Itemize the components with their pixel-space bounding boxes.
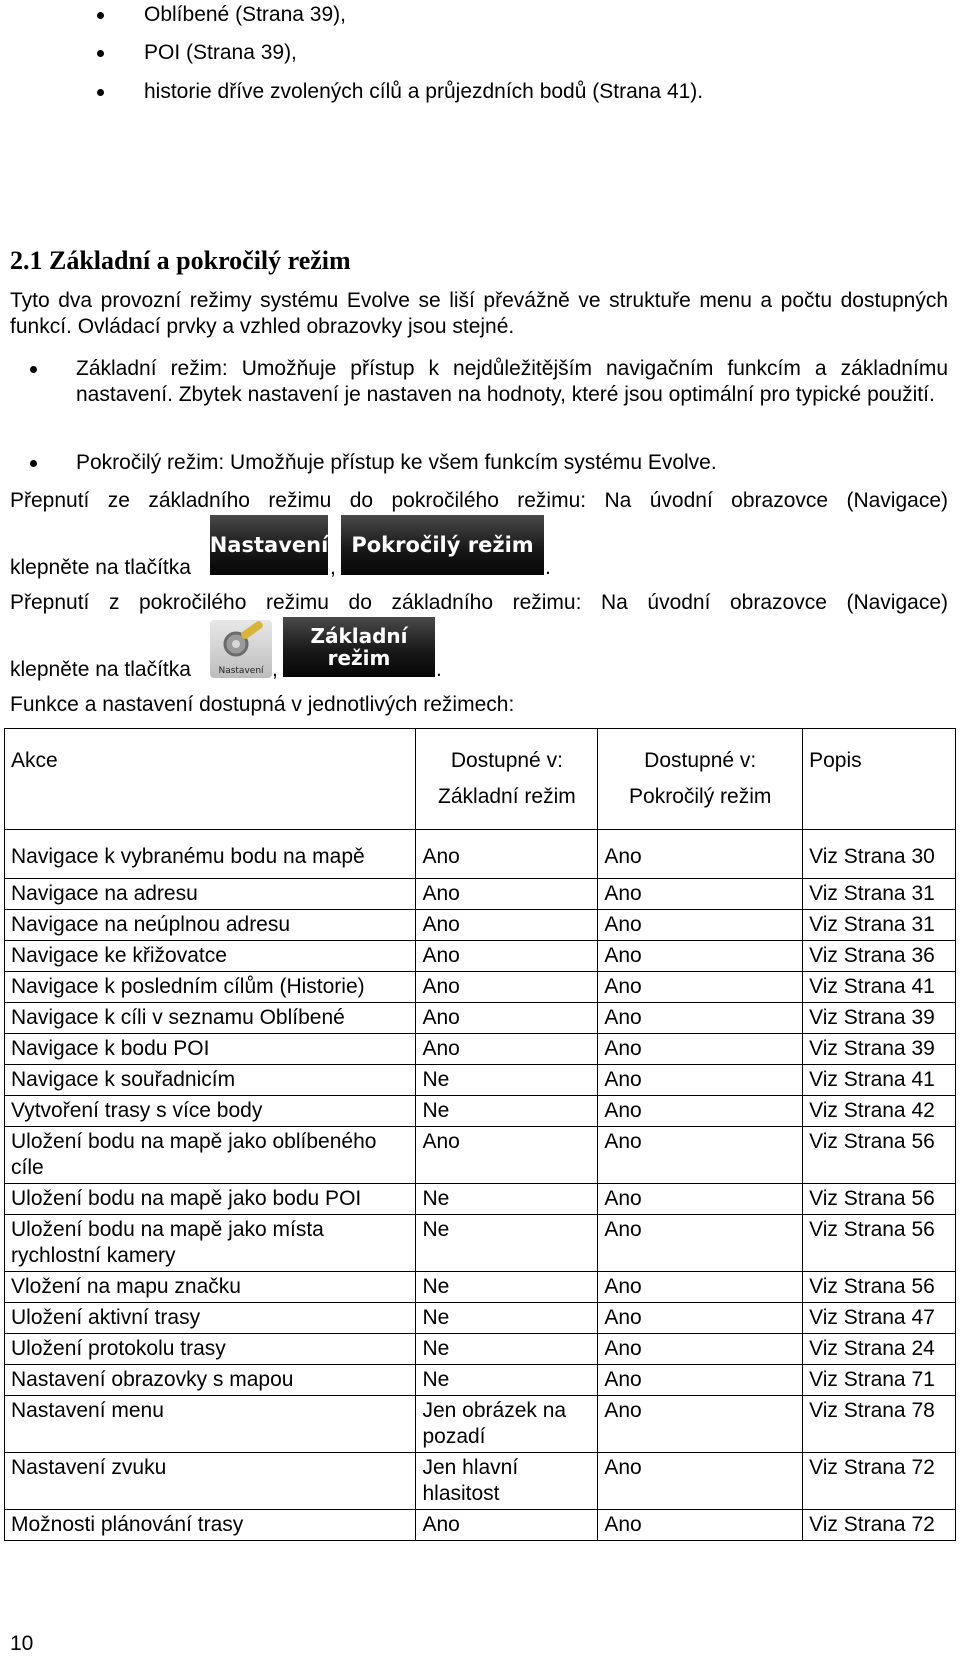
settings-icon bbox=[210, 620, 272, 678]
bullet-dot-icon bbox=[97, 89, 104, 96]
cell-description: Viz Strana 72 bbox=[803, 1453, 956, 1510]
cell-advanced: Ano bbox=[598, 1003, 803, 1034]
table-row bbox=[5, 941, 956, 972]
cell-advanced: Ano bbox=[598, 1184, 803, 1215]
table-header-row bbox=[5, 729, 956, 830]
separator-comma: , bbox=[330, 556, 336, 579]
cell-description: Viz Strana 31 bbox=[803, 879, 956, 910]
cell-description: Viz Strana 47 bbox=[803, 1303, 956, 1334]
cell-action: Navigace k vybranému bodu na mapě bbox=[5, 830, 416, 879]
sentence-end: . bbox=[436, 658, 442, 681]
cell-description: Viz Strana 41 bbox=[803, 1065, 956, 1096]
cell-action: Vytvoření trasy s více body bbox=[5, 1096, 416, 1127]
table-row bbox=[5, 1065, 956, 1096]
cell-advanced: Ano bbox=[598, 941, 803, 972]
cell-advanced: Ano bbox=[598, 1034, 803, 1065]
table-row bbox=[5, 879, 956, 910]
cell-advanced: Ano bbox=[598, 1065, 803, 1096]
cell-action: Nastavení zvuku bbox=[5, 1453, 416, 1510]
modes-table bbox=[4, 728, 956, 1541]
cell-description: Viz Strana 42 bbox=[803, 1096, 956, 1127]
cell-description: Viz Strana 31 bbox=[803, 910, 956, 941]
header-basic: Dostupné v: Základní režim bbox=[416, 729, 598, 830]
cell-description: Viz Strana 41 bbox=[803, 972, 956, 1003]
cell-basic: Ne bbox=[416, 1096, 598, 1127]
basic-mode-button-image bbox=[283, 617, 435, 677]
cell-action: Uložení bodu na mapě jako oblíbeného cíle bbox=[5, 1127, 416, 1184]
cell-basic: Ano bbox=[416, 879, 598, 910]
intro-paragraph: Tyto dva provozní režimy systému Evolve se liší převážně ve struktuře menu a počtu dostupných funkcí. Ovládací prvky a vzhled obrazovky jsou stejné. bbox=[10, 289, 948, 338]
cell-action: Nastavení obrazovky s mapou bbox=[5, 1365, 416, 1396]
cell-description: Viz Strana 56 bbox=[803, 1184, 956, 1215]
cell-action: Nastavení menu bbox=[5, 1396, 416, 1453]
cell-action: Navigace k souřadnicím bbox=[5, 1065, 416, 1096]
cell-basic: Ano bbox=[416, 1003, 598, 1034]
header-description: Popis bbox=[803, 729, 956, 830]
table-row bbox=[5, 1127, 956, 1184]
switch-basic-prefix: klepněte na tlačítka bbox=[10, 658, 191, 681]
cell-description: Viz Strana 36 bbox=[803, 941, 956, 972]
mode-bullet-basic: Základní režim: Umožňuje přístup k nejdůležitějším navigačním funkcím a základnímu nastavení. Zbytek nastavení je nastaven na hodnoty, které jsou optimální pro typické použití. bbox=[76, 357, 948, 406]
cell-advanced: Ano bbox=[598, 1334, 803, 1365]
table-row bbox=[5, 1003, 956, 1034]
table-row bbox=[5, 1184, 956, 1215]
table-row bbox=[5, 1034, 956, 1065]
cell-action: Navigace k posledním cílům (Historie) bbox=[5, 972, 416, 1003]
table-row bbox=[5, 1272, 956, 1303]
sentence-end: . bbox=[545, 556, 551, 579]
cell-basic: Jen obrázek na pozadí bbox=[416, 1396, 598, 1453]
cell-action: Navigace na neúplnou adresu bbox=[5, 910, 416, 941]
settings-button-image bbox=[210, 515, 328, 575]
top-bullet-3: historie dříve zvolených cílů a průjezdních bodů (Strana 41). bbox=[144, 80, 704, 103]
cell-basic: Ano bbox=[416, 972, 598, 1003]
cell-basic: Ano bbox=[416, 1510, 598, 1541]
advanced-mode-button-image bbox=[341, 515, 544, 575]
cell-action: Uložení aktivní trasy bbox=[5, 1303, 416, 1334]
cell-description: Viz Strana 56 bbox=[803, 1272, 956, 1303]
cell-description: Viz Strana 72 bbox=[803, 1510, 956, 1541]
switch-advanced-prefix: klepněte na tlačítka bbox=[10, 556, 191, 579]
cell-basic: Ano bbox=[416, 941, 598, 972]
table-row bbox=[5, 1396, 956, 1453]
bullet-dot-icon bbox=[30, 460, 37, 467]
cell-advanced: Ano bbox=[598, 1215, 803, 1272]
cell-description: Viz Strana 39 bbox=[803, 1003, 956, 1034]
cell-basic: Jen hlavní hlasitost bbox=[416, 1453, 598, 1510]
cell-action: Uložení protokolu trasy bbox=[5, 1334, 416, 1365]
table-row bbox=[5, 830, 956, 879]
mode-bullet-advanced: Pokročilý režim: Umožňuje přístup ke všem funkcím systému Evolve. bbox=[76, 451, 717, 474]
cell-action: Navigace na adresu bbox=[5, 879, 416, 910]
top-bullet-2: POI (Strana 39), bbox=[144, 41, 297, 64]
header-advanced: Dostupné v: Pokročilý režim bbox=[598, 729, 803, 830]
cell-description: Viz Strana 24 bbox=[803, 1334, 956, 1365]
switch-advanced-line: Přepnutí ze základního režimu do pokročilého režimu: Na úvodní obrazovce (Navigace) bbox=[10, 489, 948, 512]
cell-description: Viz Strana 30 bbox=[803, 830, 956, 879]
cell-advanced: Ano bbox=[598, 910, 803, 941]
cell-description: Viz Strana 56 bbox=[803, 1215, 956, 1272]
cell-advanced: Ano bbox=[598, 972, 803, 1003]
header-action: Akce bbox=[5, 729, 416, 830]
cell-advanced: Ano bbox=[598, 1453, 803, 1510]
separator-comma: , bbox=[272, 658, 278, 681]
page-number: 10 bbox=[10, 1632, 34, 1655]
cell-basic: Ano bbox=[416, 830, 598, 879]
cell-basic: Ne bbox=[416, 1272, 598, 1303]
table-row bbox=[5, 972, 956, 1003]
settings-icon-caption: Nastavení bbox=[218, 666, 264, 676]
bullet-dot-icon bbox=[30, 366, 37, 373]
cell-advanced: Ano bbox=[598, 879, 803, 910]
section-heading: 2.1 Základní a pokročilý režim bbox=[10, 246, 351, 275]
cell-action: Uložení bodu na mapě jako místa rychlostní kamery bbox=[5, 1215, 416, 1272]
table-row bbox=[5, 1510, 956, 1541]
cell-advanced: Ano bbox=[598, 1096, 803, 1127]
cell-advanced: Ano bbox=[598, 1365, 803, 1396]
cell-basic: Ne bbox=[416, 1303, 598, 1334]
wrench-icon bbox=[210, 620, 272, 664]
table-row bbox=[5, 1303, 956, 1334]
cell-basic: Ne bbox=[416, 1365, 598, 1396]
bullet-dot-icon bbox=[97, 50, 104, 57]
table-intro: Funkce a nastavení dostupná v jednotlivých režimech: bbox=[10, 693, 515, 716]
cell-action: Možnosti plánování trasy bbox=[5, 1510, 416, 1541]
cell-advanced: Ano bbox=[598, 1510, 803, 1541]
settings-button-label: Nastavení bbox=[209, 533, 329, 557]
table-row bbox=[5, 1096, 956, 1127]
advanced-mode-button-label: Pokročilý režim bbox=[351, 533, 534, 557]
top-bullet-1: Oblíbené (Strana 39), bbox=[144, 3, 346, 26]
cell-basic: Ne bbox=[416, 1065, 598, 1096]
cell-description: Viz Strana 56 bbox=[803, 1127, 956, 1184]
cell-description: Viz Strana 78 bbox=[803, 1396, 956, 1453]
cell-basic: Ne bbox=[416, 1334, 598, 1365]
table-row bbox=[5, 1365, 956, 1396]
bullet-dot-icon bbox=[97, 12, 104, 19]
cell-advanced: Ano bbox=[598, 1303, 803, 1334]
cell-basic: Ne bbox=[416, 1215, 598, 1272]
cell-advanced: Ano bbox=[598, 1272, 803, 1303]
cell-action: Navigace k cíli v seznamu Oblíbené bbox=[5, 1003, 416, 1034]
basic-mode-button-line2: režim bbox=[327, 646, 391, 670]
cell-advanced: Ano bbox=[598, 830, 803, 879]
basic-mode-button-line1: Základní bbox=[310, 624, 408, 648]
cell-description: Viz Strana 39 bbox=[803, 1034, 956, 1065]
cell-action: Vložení na mapu značku bbox=[5, 1272, 416, 1303]
cell-description: Viz Strana 71 bbox=[803, 1365, 956, 1396]
cell-basic: Ano bbox=[416, 910, 598, 941]
table-row bbox=[5, 910, 956, 941]
cell-advanced: Ano bbox=[598, 1127, 803, 1184]
cell-basic: Ano bbox=[416, 1034, 598, 1065]
table-row bbox=[5, 1334, 956, 1365]
table-row bbox=[5, 1215, 956, 1272]
cell-basic: Ne bbox=[416, 1184, 598, 1215]
switch-basic-line: Přepnutí z pokročilého režimu do základního režimu: Na úvodní obrazovce (Navigace) bbox=[10, 591, 948, 614]
cell-action: Navigace ke křižovatce bbox=[5, 941, 416, 972]
cell-action: Uložení bodu na mapě jako bodu POI bbox=[5, 1184, 416, 1215]
cell-advanced: Ano bbox=[598, 1396, 803, 1453]
cell-basic: Ano bbox=[416, 1127, 598, 1184]
cell-action: Navigace k bodu POI bbox=[5, 1034, 416, 1065]
table-row bbox=[5, 1453, 956, 1510]
